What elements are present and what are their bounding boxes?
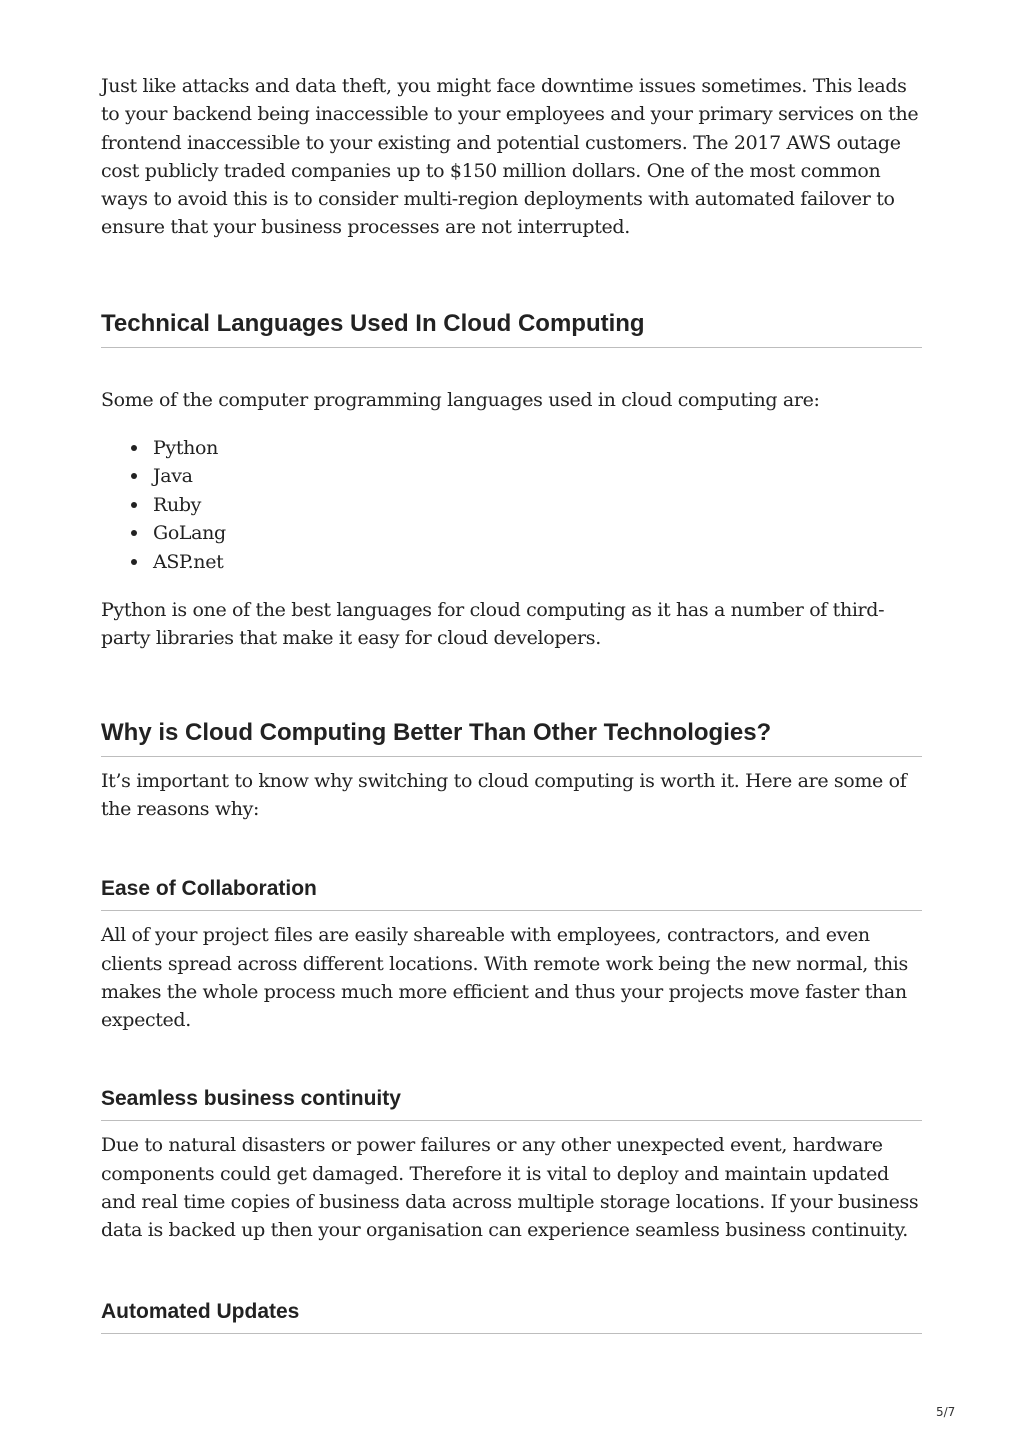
list-item: Ruby [153, 491, 922, 519]
languages-closing-paragraph: Python is one of the best languages for cloud computing as it has a number of third-party libraries that make it easy for cloud developers. [101, 599, 885, 650]
list-item: ASP.net [153, 548, 922, 576]
continuity-paragraph: Due to natural disasters or power failures or any other unexpected event, hardware components could get damaged. Therefore it is vital to deploy and maintain updated and real time copies of business data across multiple storage locations. If your business data is backed up then your organisation can experience seamless business continuity. [101, 1134, 919, 1242]
heading-ease-of-collaboration: Ease of Collaboration [101, 876, 922, 911]
heading-why-cloud-computing: Why is Cloud Computing Better Than Other Technologies? [101, 718, 922, 757]
list-item: Python [153, 434, 922, 462]
heading-technical-languages: Technical Languages Used In Cloud Computing [101, 309, 922, 348]
why-lead-paragraph: It’s important to know why switching to cloud computing is worth it. Here are some of the reasons why: [101, 769, 907, 820]
heading-seamless-business-continuity: Seamless business continuity [101, 1086, 922, 1121]
intro-paragraph: Just like attacks and data theft, you might face downtime issues sometimes. This leads to your backend being inaccessible to your employees and your primary services on the frontend inaccessible to your existing and potential customers. The 2017 AWS outage cost publicly traded companies up to $150 million dollars. One of the most common ways to avoid this is to consider multi-region deployments with automated failover to ensure that your business processes are not interrupted. [101, 75, 919, 239]
list-item: GoLang [153, 519, 922, 547]
list-item: Java [153, 462, 922, 490]
collaboration-paragraph: All of your project files are easily shareable with employees, contractors, and even clients spread across different locations. With remote work being the new normal, this makes the whole process much more efficient and thus your projects move faster than expected. [101, 924, 908, 1032]
page-number: 5/7 [936, 1405, 956, 1419]
languages-list [101, 434, 922, 576]
languages-lead-paragraph: Some of the computer programming languages used in cloud computing are: [101, 388, 820, 411]
heading-automated-updates: Automated Updates [101, 1299, 922, 1334]
document-page [101, 72, 922, 1334]
